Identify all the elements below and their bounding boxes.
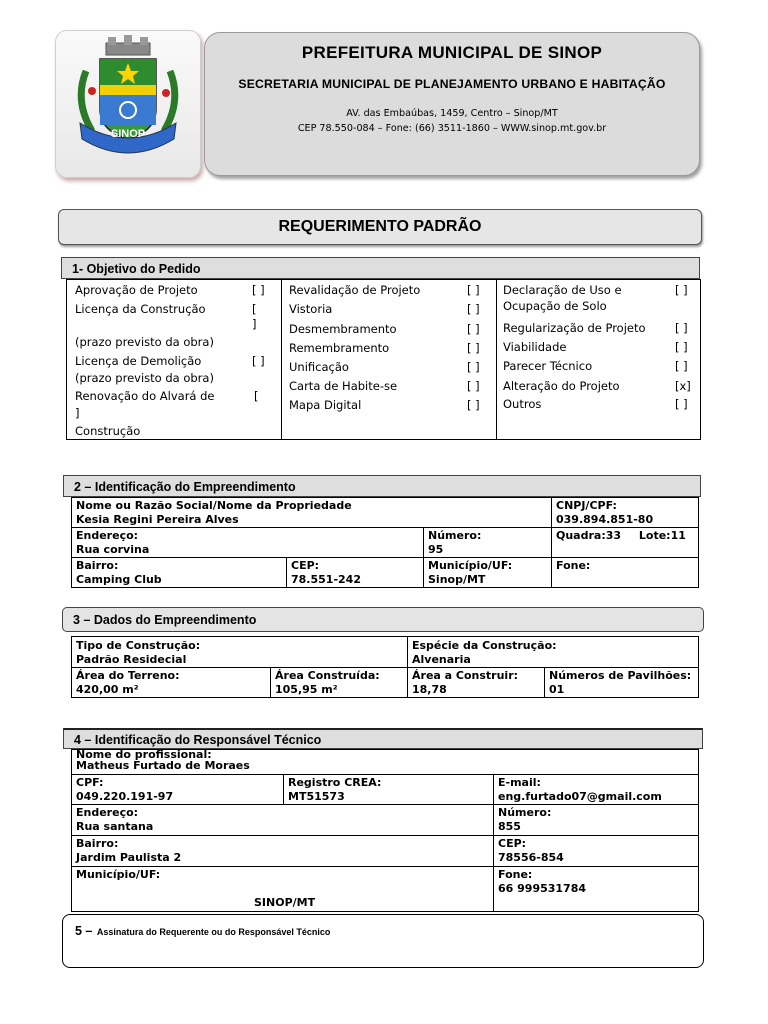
option-label: Regularização de Projeto (503, 321, 646, 335)
pavilhoes-value[interactable]: 01 (549, 682, 565, 696)
cep-label: CEP: (291, 559, 320, 572)
construir-label: Área a Construir: (412, 669, 519, 682)
cpf-value[interactable]: 049.220.191-97 (76, 789, 174, 803)
cnpj-label: CNPJ/CPF: (556, 499, 617, 512)
option-label: Licença de Demolição (75, 354, 202, 368)
numero-value[interactable]: 855 (498, 819, 521, 833)
option-label: Renovação do Alvará de (75, 389, 215, 403)
option-label: Revalidação de Projeto (289, 283, 421, 297)
crea-cell (284, 775, 493, 803)
address-label: Endereço: (76, 529, 139, 542)
option-label: Unificação (289, 360, 349, 374)
pavilhoes-label: Números de Pavilhões: (549, 669, 692, 682)
option-label: Viabilidade (503, 340, 567, 354)
cep-resp-value[interactable]: 78556-854 (498, 850, 564, 864)
section4-header: 4 – Identificação do Responsável Técnico (63, 728, 703, 749)
email-value[interactable]: eng.furtado07@gmail.com (498, 789, 662, 803)
page-title: PREFEITURA MUNICIPAL DE SINOP (301, 43, 603, 62)
option-label: Parecer Técnico (503, 359, 593, 373)
fone-resp-value[interactable]: 66 999531784 (498, 881, 587, 895)
option-label-cont: Ocupação de Solo (503, 299, 607, 313)
municipio-value[interactable]: Sinop/MT (428, 572, 486, 586)
nome-value[interactable]: Matheus Furtado de Moraes (76, 759, 250, 772)
option-label: Vistoria (289, 302, 333, 316)
checkbox-declaracao-uso[interactable]: [ ] (675, 283, 688, 297)
municipio-label: Município/UF: (428, 559, 513, 572)
address-value[interactable]: Rua corvina (76, 542, 150, 556)
address-line-1: AV. das Embaúbas, 1459, Centro – Sinop/MT (346, 108, 558, 119)
signature-box[interactable] (62, 914, 704, 968)
checkbox-desmembramento[interactable]: [ ] (467, 322, 480, 336)
municipio-resp-value[interactable]: SINOP/MT (254, 896, 316, 909)
owner-value[interactable]: Kesia Regini Pereira Alves (76, 512, 239, 526)
section4-table (71, 749, 699, 912)
checkbox-mapa-digital[interactable]: [ ] (467, 398, 480, 412)
construir-value[interactable]: 18,78 (412, 682, 447, 696)
option-label: Alteração do Projeto (503, 379, 620, 393)
bairro-cell (72, 558, 286, 586)
option-label: Construção (75, 424, 141, 438)
bairro-resp-label: Bairro: (76, 837, 119, 850)
municipio-resp-cell (72, 867, 493, 911)
section5-title: Assinatura do Requerente ou do Responsável Técnico (96, 927, 331, 937)
checkbox-unificacao[interactable]: [ ] (467, 360, 480, 374)
option-note: (prazo previsto da obra) (75, 335, 214, 349)
lote-value[interactable]: Lote:11 (638, 529, 686, 542)
fone-cell[interactable] (552, 558, 698, 573)
checkbox-viabilidade[interactable]: [ ] (675, 340, 688, 354)
section3-header: 3 – Dados do Empreendimento (62, 607, 704, 632)
checkbox-parecer-tecnico[interactable]: [ ] (675, 359, 688, 373)
number-cell (424, 528, 551, 556)
construida-label: Área Construída: (275, 669, 380, 682)
address-line-2: CEP 78.550-084 – Fone: (66) 3511-1860 – WWW.sinop.mt.gov.br (297, 123, 607, 134)
checkbox-remembramento[interactable]: [ ] (467, 341, 480, 355)
endereco-cell (72, 805, 493, 833)
bairro-resp-value[interactable]: Jardim Paulista 2 (76, 850, 182, 864)
nome-label: Nome do profissional: (76, 748, 212, 761)
cep-cell (287, 558, 423, 586)
logo-text: SINOP (110, 128, 146, 140)
section5-number: 5 – (75, 924, 93, 938)
checkbox-renovacao-alvara[interactable]: [ (254, 389, 259, 403)
checkbox-renovacao-alvara-close: ] (75, 406, 80, 420)
checkbox-aprovacao-projeto[interactable]: [ ] (252, 283, 265, 297)
terreno-cell (72, 668, 270, 696)
number-value[interactable]: 95 (428, 542, 444, 556)
cep-resp-label: CEP: (498, 837, 527, 850)
especie-label: Espécie da Construção: (412, 639, 557, 652)
numero-label: Número: (498, 806, 552, 819)
fone-resp-cell (494, 867, 698, 895)
address-block (205, 106, 699, 136)
checkbox-alteracao-projeto[interactable]: [x] (675, 379, 691, 393)
option-label: Desmembramento (289, 322, 397, 336)
pavilhoes-cell (545, 668, 698, 696)
section3-table (71, 636, 699, 698)
owner-label: Nome ou Razão Social/Nome da Propriedade (76, 499, 352, 512)
tipo-label: Tipo de Construção: (76, 639, 201, 652)
crea-value[interactable]: MT51573 (288, 789, 345, 803)
especie-value[interactable]: Alvenaria (412, 652, 471, 666)
checkbox-revalidacao[interactable]: [ ] (467, 283, 480, 297)
email-cell (494, 775, 698, 803)
bairro-label: Bairro: (76, 559, 119, 572)
crea-label: Registro CREA: (288, 776, 382, 789)
especie-cell (408, 638, 698, 666)
coat-of-arms-logo (55, 30, 201, 178)
checkbox-outros[interactable]: [ ] (675, 397, 688, 411)
fone-label: Fone: (556, 559, 591, 572)
coat-of-arms-icon (56, 31, 200, 177)
cpf-cell (72, 775, 283, 803)
owner-cell (72, 498, 551, 526)
endereco-value[interactable]: Rua santana (76, 819, 154, 833)
terreno-value[interactable]: 420,00 m² (76, 682, 139, 696)
option-note: (prazo previsto da obra) (75, 371, 214, 385)
signature-label (75, 922, 330, 940)
checkbox-habite-se[interactable]: [ ] (467, 379, 480, 393)
checkbox-vistoria[interactable]: [ ] (467, 302, 480, 316)
construir-cell (408, 668, 544, 696)
option-label: Licença da Construção (75, 302, 206, 316)
municipio-cell (424, 558, 551, 586)
nome-cell (72, 748, 698, 771)
endereco-label: Endereço: (76, 806, 139, 819)
checkbox-regularizacao[interactable]: [ ] (675, 321, 688, 335)
form-title: REQUERIMENTO PADRÃO (58, 209, 702, 245)
header-box (204, 32, 700, 176)
department-subtitle: SECRETARIA MUNICIPAL DE PLANEJAMENTO URBANO E HABITAÇÃO (238, 77, 666, 91)
numero-cell (494, 805, 698, 833)
cnpj-cell (552, 498, 698, 526)
quadra-lote-cell (552, 528, 698, 543)
option-label: Declaração de Uso e (503, 283, 622, 297)
option-label: Mapa Digital (289, 398, 362, 412)
bairro-value[interactable]: Camping Club (76, 572, 162, 586)
option-label: Carta de Habite-se (289, 379, 398, 393)
address-cell (72, 528, 423, 556)
section2-header: 2 – Identificação do Empreendimento (63, 475, 701, 497)
bairro-resp-cell (72, 836, 493, 864)
number-label: Número: (428, 529, 482, 542)
tipo-cell (72, 638, 407, 666)
cep-value[interactable]: 78.551-242 (291, 572, 361, 586)
checkbox-licenca-construcao[interactable]: [ (252, 302, 257, 316)
section2-table (71, 497, 699, 588)
option-label: Remembramento (289, 341, 390, 355)
fone-resp-label: Fone: (498, 868, 533, 881)
checkbox-licenca-demolicao[interactable]: [ ] (252, 354, 265, 368)
construida-cell (271, 668, 407, 696)
cep-resp-cell (494, 836, 698, 864)
section1-header: 1- Objetivo do Pedido (61, 257, 700, 279)
checkbox-licenca-construcao-close: ] (252, 317, 257, 331)
quadra-value[interactable]: Quadra:33 (556, 529, 622, 542)
email-label: E-mail: (498, 776, 541, 789)
municipio-resp-label: Município/UF: (76, 868, 161, 881)
construida-value[interactable]: 105,95 m² (275, 682, 338, 696)
option-label: Aprovação de Projeto (75, 283, 198, 297)
cpf-label: CPF: (76, 776, 104, 789)
terreno-label: Área do Terreno: (76, 669, 180, 682)
option-label: Outros (503, 397, 542, 411)
tipo-value[interactable]: Padrão Residecial (76, 652, 187, 666)
cnpj-value[interactable]: 039.894.851-80 (556, 512, 654, 526)
